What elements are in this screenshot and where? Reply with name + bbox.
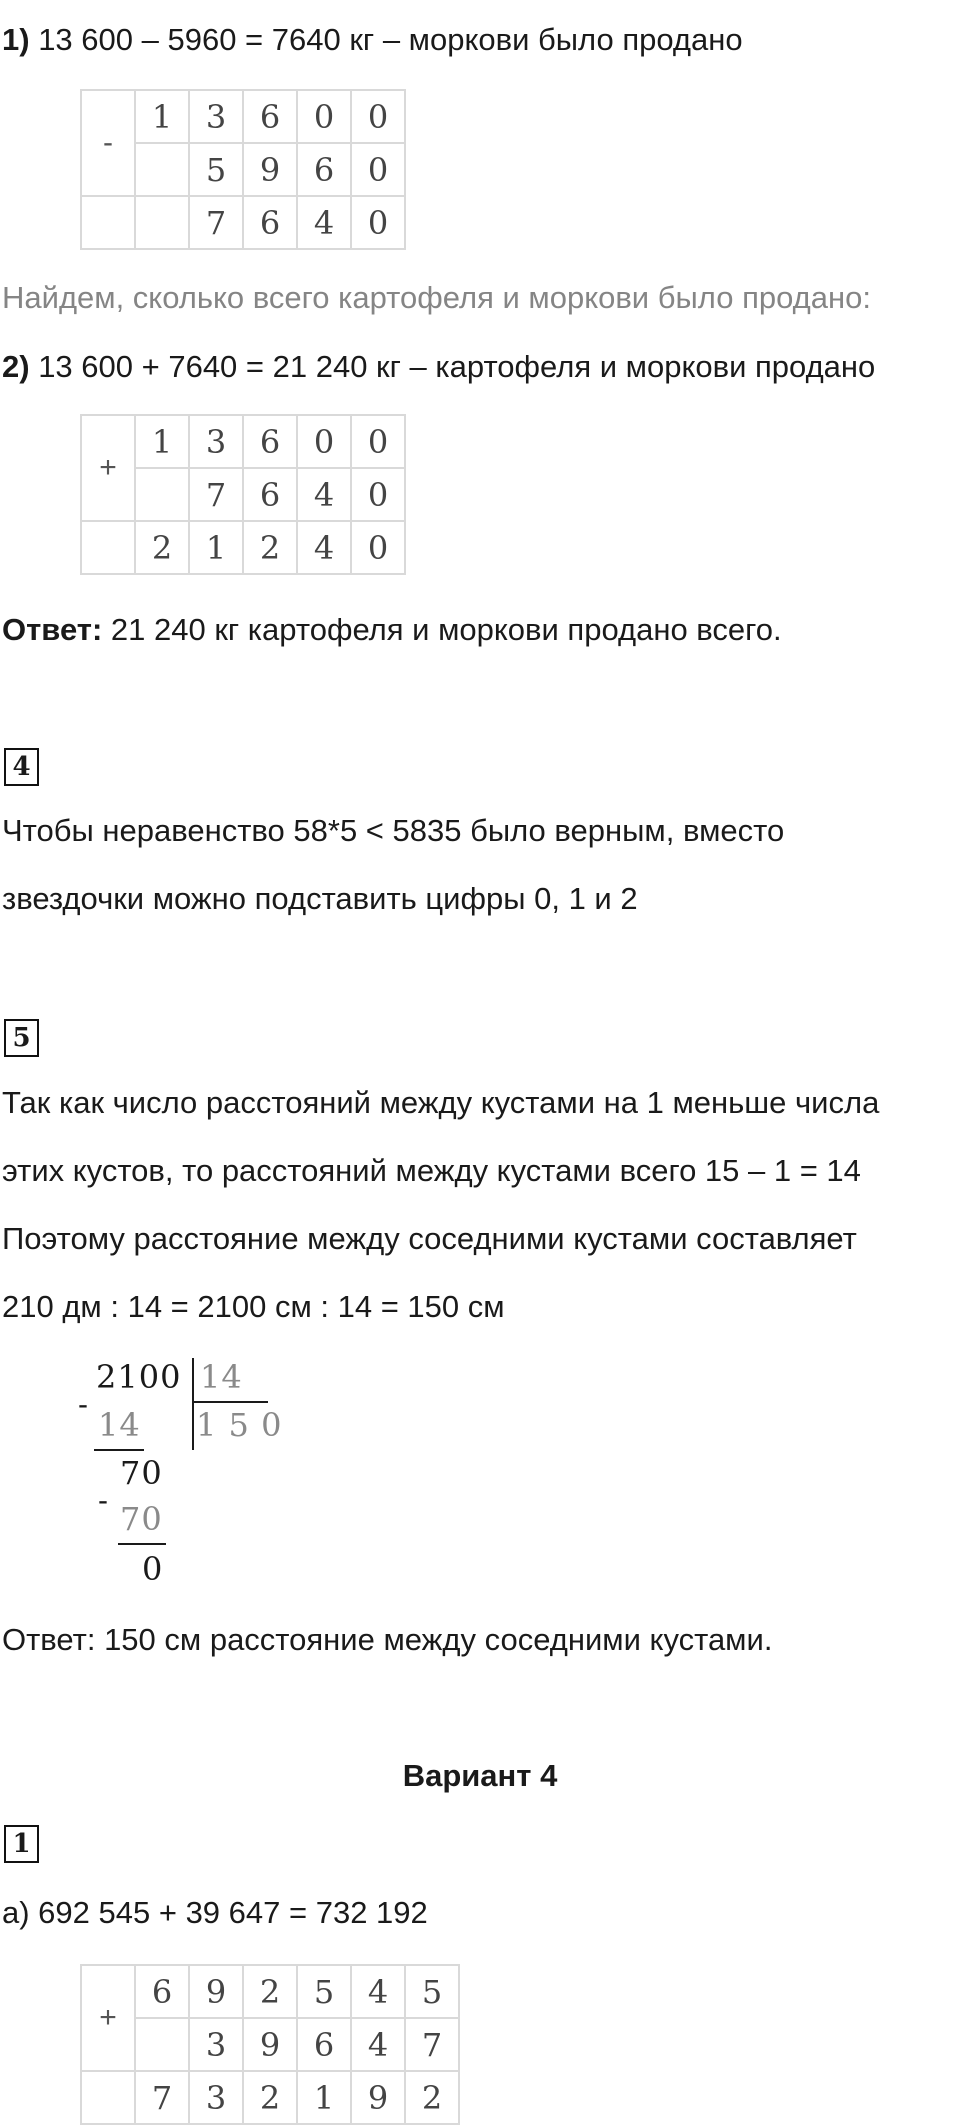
subtraction-table (80, 89, 406, 250)
divisor-underline (192, 1401, 268, 1403)
task-4-line-2: звездочки можно подставить цифры 0, 1 и 2 (2, 881, 638, 916)
intro-line: Найдем, сколько всего картофеля и моркови было продано: (2, 280, 871, 315)
digit-cell: 4 (351, 2018, 405, 2071)
digit-cell: 0 (297, 90, 351, 143)
digit-cell: 6 (297, 143, 351, 196)
empty-cell (81, 196, 135, 249)
digit-cell: 7 (189, 468, 243, 521)
example-a-line: а) 692 545 + 39 647 = 732 192 (2, 1895, 428, 1930)
subtraction-operator: - (81, 90, 135, 196)
minus-sign: - (78, 1388, 89, 1421)
digit-cell: 3 (189, 2071, 243, 2124)
subtrahend-2: 70 (120, 1500, 163, 1538)
digit-cell: 6 (243, 415, 297, 468)
digit-cell (135, 2018, 189, 2071)
subtract-line-1 (94, 1449, 144, 1451)
digit-cell: 4 (297, 196, 351, 249)
digit-cell: 6 (243, 468, 297, 521)
digit-cell: 6 (243, 196, 297, 249)
digit-cell: 0 (351, 196, 405, 249)
digit-cell: 0 (297, 415, 351, 468)
subtract-line-2 (118, 1543, 166, 1545)
empty-cell (81, 2071, 135, 2124)
step-1-number: 1) (2, 22, 30, 57)
digit-cell: 2 (243, 2071, 297, 2124)
step-1-text: 13 600 – 5960 = 7640 кг – моркови было продано (29, 22, 743, 57)
division-vertical-line (192, 1358, 194, 1450)
task-5-line-4: 210 дм : 14 = 2100 см : 14 = 150 см (2, 1289, 505, 1324)
digit-cell: 1 (297, 2071, 351, 2124)
digit-cell: 9 (351, 2071, 405, 2124)
digit-cell (135, 196, 189, 249)
digit-cell: 4 (297, 521, 351, 574)
digit-cell: 2 (243, 521, 297, 574)
digit-cell: 5 (297, 1965, 351, 2018)
digit-cell: 3 (189, 415, 243, 468)
digit-cell: 2 (135, 521, 189, 574)
step-2-text: 13 600 + 7640 = 21 240 кг – картофеля и моркови продано (29, 349, 876, 384)
digit-cell: 5 (405, 1965, 459, 2018)
task-4-number: 4 (4, 748, 39, 786)
step-1-line (2, 20, 743, 60)
digit-cell: 2 (243, 1965, 297, 2018)
task-1-number: 1 (4, 1825, 39, 1863)
digit-cell: 9 (189, 1965, 243, 2018)
digit-cell: 7 (189, 196, 243, 249)
task-5-number: 5 (4, 1019, 39, 1057)
digit-cell: 3 (189, 90, 243, 143)
digit-cell: 0 (351, 143, 405, 196)
digit-cell: 7 (135, 2071, 189, 2124)
answer-1-text: 21 240 кг картофеля и моркови продано всего. (102, 612, 782, 647)
digit-cell: 6 (243, 90, 297, 143)
digit-cell: 4 (297, 468, 351, 521)
digit-cell (135, 468, 189, 521)
digit-cell: 1 (135, 90, 189, 143)
digit-cell: 3 (189, 2018, 243, 2071)
addition-operator: + (81, 415, 135, 521)
digit-cell: 1 (189, 521, 243, 574)
digit-cell: 7 (405, 2018, 459, 2071)
task-5-line-3: Поэтому расстояние между соседними кустами составляет (2, 1221, 857, 1256)
step-2-number: 2) (2, 349, 30, 384)
addition-table-2 (80, 1964, 460, 2125)
variant-heading: Вариант 4 (402, 1758, 558, 1793)
digit-cell: 0 (351, 468, 405, 521)
answer-1-label: Ответ: (2, 612, 103, 647)
task-5-line-1: Так как число расстояний между кустами на 1 меньше числа (2, 1085, 880, 1120)
digit-cell: 1 (135, 415, 189, 468)
subtrahend-1: 14 (98, 1406, 141, 1444)
remainder-2: 0 (142, 1550, 164, 1588)
answer-1-line (2, 610, 782, 650)
digit-cell: 2 (405, 2071, 459, 2124)
empty-cell (81, 521, 135, 574)
answer-2-line: Ответ: 150 см расстояние между соседними кустами. (2, 1622, 773, 1657)
remainder-1: 70 (120, 1454, 163, 1492)
step-2-line (2, 347, 875, 387)
addition-table-1 (80, 414, 406, 575)
dividend: 2100 (96, 1358, 182, 1396)
digit-cell: 9 (243, 143, 297, 196)
digit-cell: 0 (351, 415, 405, 468)
digit-cell (135, 143, 189, 196)
digit-cell: 4 (351, 1965, 405, 2018)
divisor: 14 (200, 1358, 243, 1396)
task-5-line-2: этих кустов, то расстояний между кустами всего 15 – 1 = 14 (2, 1153, 861, 1188)
digit-cell: 6 (297, 2018, 351, 2071)
quotient: 1 5 0 (196, 1406, 283, 1444)
digit-cell: 0 (351, 521, 405, 574)
digit-cell: 0 (351, 90, 405, 143)
digit-cell: 9 (243, 2018, 297, 2071)
addition-operator: + (81, 1965, 135, 2071)
digit-cell: 6 (135, 1965, 189, 2018)
digit-cell: 5 (189, 143, 243, 196)
minus-sign: - (98, 1484, 109, 1517)
task-4-line-1: Чтобы неравенство 58*5 < 5835 было верным, вместо (2, 813, 785, 848)
